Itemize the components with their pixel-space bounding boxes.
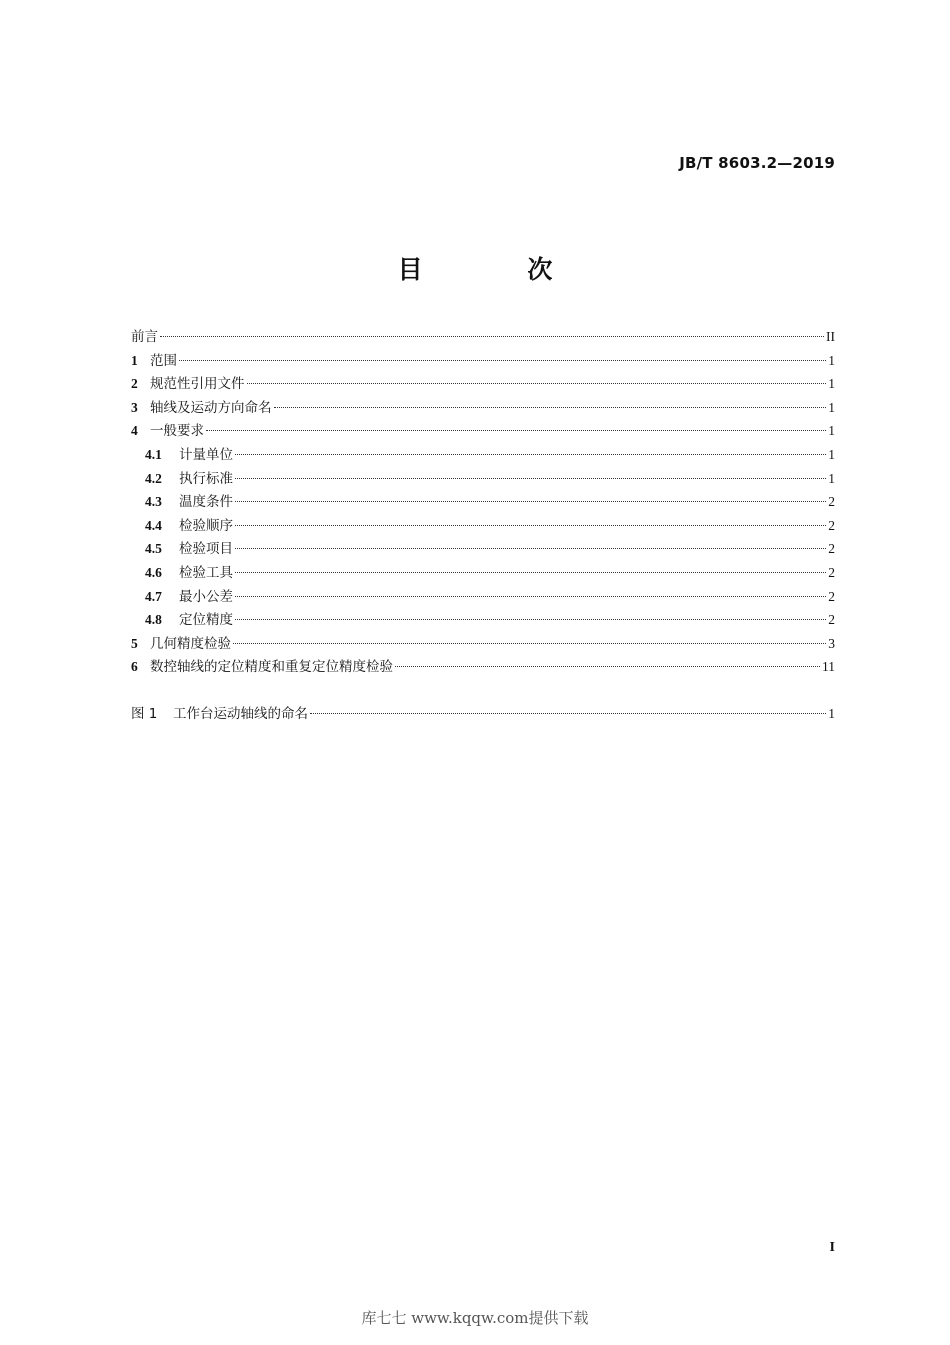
toc-entry-number: 4.4 bbox=[145, 517, 162, 533]
toc-entry-number: 5 bbox=[131, 635, 138, 651]
toc-entry-2[interactable] bbox=[131, 372, 835, 396]
toc-entry-page: II bbox=[826, 329, 835, 344]
toc-entry-label: 范围 bbox=[150, 352, 177, 369]
toc-entry-label: 几何精度检验 bbox=[150, 635, 231, 652]
toc-entry-number: 4.3 bbox=[145, 494, 162, 510]
document-code: JB/T 8603.2—2019 bbox=[679, 154, 835, 172]
toc-entry-label: 检验顺序 bbox=[179, 517, 233, 534]
toc-entry-number: 2 bbox=[131, 376, 138, 392]
dot-leader bbox=[235, 501, 826, 502]
toc-entry-page: 11 bbox=[822, 659, 835, 675]
toc-entry-number: 4.2 bbox=[145, 470, 162, 486]
toc-entry-page: 2 bbox=[828, 612, 835, 628]
toc-entry-number: 4.1 bbox=[145, 446, 162, 462]
toc-entry-label: 执行标准 bbox=[179, 470, 233, 487]
toc-entry-page: 2 bbox=[828, 541, 835, 557]
toc-entry-4-3[interactable] bbox=[131, 490, 835, 514]
toc-figure-number: 图 1 bbox=[131, 705, 158, 722]
toc-entry-4-5[interactable] bbox=[131, 537, 835, 561]
toc-entry-4-1[interactable] bbox=[131, 443, 835, 467]
toc-entry-5[interactable] bbox=[131, 632, 835, 656]
toc-entry-label: 计量单位 bbox=[179, 446, 233, 463]
dot-leader bbox=[235, 454, 826, 455]
toc-entry-number: 3 bbox=[131, 399, 138, 415]
dot-leader bbox=[235, 548, 826, 549]
toc-entry-page: 1 bbox=[828, 352, 835, 368]
dot-leader bbox=[179, 360, 826, 361]
dot-leader bbox=[235, 525, 826, 526]
toc-entry-4-2[interactable] bbox=[131, 467, 835, 491]
toc-entry-label: 数控轴线的定位精度和重复定位精度检验 bbox=[150, 659, 393, 676]
toc-entry-page: 1 bbox=[828, 470, 835, 486]
toc-entry-4-8[interactable] bbox=[131, 608, 835, 632]
toc-entry-number: 1 bbox=[131, 352, 138, 368]
toc-entry-label: 检验项目 bbox=[179, 541, 233, 558]
toc-entry-4-7[interactable] bbox=[131, 585, 835, 609]
dot-leader bbox=[235, 596, 826, 597]
toc-entry-page: 2 bbox=[828, 494, 835, 510]
toc-entry-page: 2 bbox=[828, 517, 835, 533]
dot-leader bbox=[235, 572, 826, 573]
toc-entry-page: 1 bbox=[828, 376, 835, 392]
toc-title: 目 次 bbox=[397, 255, 601, 284]
toc-entry-number: 4.7 bbox=[145, 588, 162, 604]
toc-entry-label: 规范性引用文件 bbox=[150, 376, 245, 393]
dot-leader bbox=[206, 430, 826, 431]
toc-entry-page: 1 bbox=[828, 423, 835, 439]
dot-leader bbox=[235, 478, 826, 479]
toc-entry-label: 一般要求 bbox=[150, 423, 204, 440]
toc-entry-page: 1 bbox=[828, 446, 835, 462]
toc-entry-4-6[interactable] bbox=[131, 561, 835, 585]
download-watermark: 库七七 www.kqqw.com提供下载 bbox=[361, 1309, 589, 1327]
table-of-contents bbox=[131, 325, 835, 726]
dot-leader bbox=[310, 713, 826, 714]
toc-entry-number: 4.5 bbox=[145, 541, 162, 557]
toc-entry-label: 定位精度 bbox=[179, 612, 233, 629]
toc-entry-6[interactable] bbox=[131, 655, 835, 679]
toc-figure-page: 1 bbox=[828, 705, 835, 721]
toc-entry-4[interactable] bbox=[131, 419, 835, 443]
toc-entry-label: 前言 bbox=[131, 329, 158, 345]
dot-leader bbox=[395, 666, 820, 667]
toc-figure-label: 工作台运动轴线的命名 bbox=[173, 705, 308, 722]
toc-entry-3[interactable] bbox=[131, 396, 835, 420]
toc-entry-page: 2 bbox=[828, 588, 835, 604]
toc-entry-label: 检验工具 bbox=[179, 564, 233, 581]
toc-entry-label: 温度条件 bbox=[179, 494, 233, 511]
dot-leader bbox=[160, 336, 824, 337]
dot-leader bbox=[274, 407, 827, 408]
toc-entry-label: 轴线及运动方向命名 bbox=[150, 399, 272, 416]
dot-leader bbox=[233, 643, 826, 644]
toc-entry-4-4[interactable] bbox=[131, 514, 835, 538]
toc-entry-number: 6 bbox=[131, 659, 138, 675]
toc-entry-number: 4 bbox=[131, 423, 138, 439]
toc-figure-1[interactable] bbox=[131, 702, 835, 726]
page-number: I bbox=[829, 1240, 835, 1255]
toc-entry-label: 最小公差 bbox=[179, 588, 233, 605]
toc-entry-preface[interactable] bbox=[131, 325, 835, 349]
toc-entry-number: 4.8 bbox=[145, 612, 162, 628]
toc-entry-page: 3 bbox=[828, 635, 835, 651]
toc-entry-number: 4.6 bbox=[145, 564, 162, 580]
toc-entry-page: 1 bbox=[828, 399, 835, 415]
toc-entry-1[interactable] bbox=[131, 349, 835, 373]
dot-leader bbox=[235, 619, 826, 620]
toc-entry-page: 2 bbox=[828, 564, 835, 580]
dot-leader bbox=[247, 383, 827, 384]
